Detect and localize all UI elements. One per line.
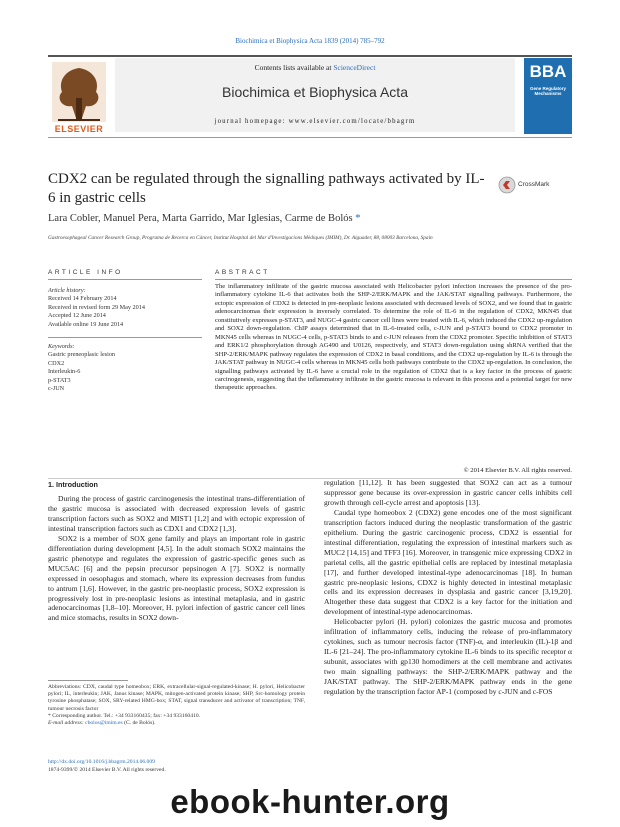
authors: Lara Cobler, Manuel Pera, Marta Garrido, Mar Iglesias, Carme de Bolós	[48, 213, 353, 224]
journal-homepage-link[interactable]: journal homepage: www.elsevier.com/locate/bbagrm	[214, 118, 416, 125]
body-column-left	[48, 494, 305, 623]
email-label: E-mail address:	[48, 720, 86, 727]
history-item: Accepted 12 June 2014	[48, 312, 106, 320]
paragraph: Caudal type homeobox 2 (CDX2) gene encodes one of the most significant transcription factors induced during the neoplastic transformation of the gastric epithelium. During the gastric carcinogenic process, CDX2 is essential for intestinal differentiation, regulating the expression of intestinal markers such as MUC2 [14,15] and TFF3 [16]. Moreover, in transgenic mice expressing CDX2 in parietal cells, all the gastric epithelial cells are replaced by intestinal metaplasia [17], and further developed intestinal-type adenocarcinomas [18]. In human gastric pre-neoplasic lesions, CDX2 is highly detected in intestinal metaplasic cells and its expression decreases in dysplasia and gastric cancer [3,19,20]. Altogether these data suggest that CDX2 is a key factor for the initiation and development of intestinal-type adenocarcinomas.	[324, 507, 572, 617]
doi-link[interactable]: http://dx.doi.org/10.1016/j.bbagrm.2014.06.009	[48, 759, 155, 765]
history-item: Received in revised form 29 May 2014	[48, 303, 145, 311]
history-label: Article history:	[48, 287, 86, 294]
copyright: © 2014 Elsevier B.V. All rights reserved.	[463, 467, 572, 474]
article-info-heading: ARTICLE INFO	[48, 269, 123, 276]
abstract-text: The inflammatory infiltrate of the gastric mucosa associated with Helicobacter pylori infection increases the presence of the pro-inflammatory cytokine IL-6 that activates both the SHP-2/ERK/MAPK and the JAK/STAT signalling pathways. Furthermore, the ectopic expression of CDX2 is detected in pre-neoplasic lesions associated with decreased levels of SOX2, and we found that in gastric adenocarcinomas their expression is inversely correlated. To determine the role of IL-6 in the regulation of CDX2, MKN45 that constitutively expresses p-STAT3, and NUGC-4 gastric cancer cell lines were treated with IL-6, which induced the CDX2 up-regulation and SOX2 down-regulation. ChIP assays determined that in IL-6-treated cells, c-JUN and p-STAT3 bound to CDX2 promoter in MKN45 cells whereas in NUGC-4 cells, p-STAT3 binds to and c-JUN releases from the CDX2 promoter. Specific inhibition of STAT3 and ERK1/2 phosphorylation through AG490 and U0126, respectively, and STAT3 down-regulation using shRNA verified that the SHP-2/ERK/MAPK pathway regulates the expression of CDX2 in basal conditions, and the CDX2 up-regulation by IL-6 is through the JAK/STAT pathway in NUGC-4 cells whereas in MKN45 cells both pathways contribute to the CDX2 up-regulation. In conclusion, the signalling pathways activated by IL-6 have a crucial role in the regulation of CDX2 that is a key factor in the process of gastric carcinogenesis, suggesting that the inflammatory infiltrate in the gastric mucosa is relevant in this process and a potential target for new therapeutic approaches.	[215, 283, 572, 392]
article-title: CDX2 can be regulated through the signalling pathways activated by IL-6 in gastric cells	[48, 171, 485, 206]
abbreviations: Abbreviations: CDX, caudal type homeobox; ERK, extracellular-signal-regulated-kinase; H. pylori, Helicobacter pylori; IL, interleukin; JAK, Janus kinase; MAPK, mitogen-activated protein kinase; SHP, Src-homology protein tyrosine phosphatase; SOX, SRY-related HMG-box; STAT, signal transducer and activator of transcription; TNF, tumour necrosis factor	[48, 684, 305, 712]
footnote-divider	[48, 680, 128, 681]
keyword: p-STAT3	[48, 376, 71, 384]
contents-line	[115, 63, 515, 72]
journal-name: Biochimica et Biophysica Acta	[222, 84, 408, 100]
keywords-label: Keywords:	[48, 343, 75, 350]
divider	[215, 279, 572, 280]
keyword: Gastric preneoplasic lesion	[48, 351, 116, 359]
journal-reference[interactable]: Biochimica et Biophysica Acta 1839 (2014) 785–792	[235, 37, 385, 45]
divider	[48, 279, 202, 280]
author-list	[48, 213, 360, 224]
doi-block	[48, 759, 305, 774]
cover-title: BBA	[529, 62, 567, 81]
paragraph: During the process of gastric carcinogenesis the intestinal trans-differentiation of the gastric mucosa is associated with decreased expression levels of gastric transcription factors such as SOX2 and MIST1 [1,2] and with ectopic expression of intestinal transcription factors such as CDX1 and CDX2 [1,3].	[48, 494, 305, 533]
keywords	[48, 343, 202, 393]
paragraph: SOX2 is a member of SOX gene family and plays an important role in gastric differentiation during development [4,5]. In the adult stomach SOX2 maintains the gastric phenotype and regulates the expression of gastric-specific genes such as MUC5AC [6] and the pepsin precursor pepsinogen A [7]. SOX2 is normally expressed in oesophagus and stomach, where its expression decreases from fundus to antrum [1,6]. However, in the gastric pre-neoplastic process, SOX2 expression is progressively lost in pre-neoplasic lesions as intestinal metaplasia, and in gastric adenocarcinomas [1,8–10]. Moreover, H. pylori infection of gastric cancer cell lines and mice stomachs, results in SOX2 down-	[48, 533, 305, 623]
article-history	[48, 287, 202, 329]
corresponding-author-mark[interactable]: *	[355, 213, 361, 224]
footnotes	[48, 684, 305, 727]
paragraph: Helicobacter pylori (H. pylori) colonizes the gastric mucosa and promotes infiltration of inflammatory cells, inducing the release of pro-inflammatory cytokines, such as tumour necrosis factor (TNF)-α, and interleukin (IL)-1β and IL-6 [21–24]. The pro-inflammatory cytokine IL-6 binds to its specific receptor α subunit, associates with gp130 homodimers at the cell membrane and activates two main signalling pathways: the SHP-2/ERK/MAPK pathway and the JAK/STAT pathway. The SHP-2/ERK/MAPK pathway ends in the gene regulation by the transcription factor AP-1 (composed by c-JUN and c-FOS	[324, 617, 572, 697]
email-link[interactable]: cbolos@imim.es	[85, 720, 123, 727]
issn: 1874-9399/© 2014 Elsevier B.V. All rights reserved.	[48, 766, 166, 773]
abstract-heading: ABSTRACT	[215, 269, 270, 276]
watermark: ebook-hunter.org	[170, 783, 450, 820]
email-line	[48, 720, 305, 727]
keyword: c-JUN	[48, 385, 65, 393]
body-column-right	[324, 478, 572, 697]
divider	[48, 337, 202, 338]
cover-subtitle: Gene Regulatory Mechanisms	[529, 86, 566, 96]
history-item: Available online 19 June 2014	[48, 320, 124, 328]
affiliation: Gastroesophageal Cancer Research Group, Programa de Recerca en Càncer, Institut Hospital del Mar d'Investigacions Mèdiques (IMIM), Dr. Aiguader, 88, 08003 Barcelona, Spain	[48, 235, 433, 241]
keyword: Interleukin-6	[48, 368, 81, 376]
elsevier-tree-logo	[48, 58, 110, 134]
crossmark-label[interactable]: CrossMark	[518, 181, 550, 188]
history-item: Received 14 February 2014	[48, 295, 117, 303]
corresponding-author: * Corresponding author. Tel.: +34 933160435; fax: +34 933160410.	[48, 712, 201, 719]
paragraph: regulation [11,12]. It has been suggested that SOX2 can act as a tumour suppressor gene because its over-expression in gastric cancer cells inhibits cell growth through cell-cycle arrest and apoptosis [13].	[324, 478, 572, 507]
email-suffix: (C. de Bolós).	[122, 720, 156, 727]
sciencedirect-link[interactable]: ScienceDirect	[333, 63, 376, 72]
elsevier-wordmark: ELSEVIER	[54, 124, 104, 134]
section-heading: 1. Introduction	[48, 480, 98, 489]
contents-prefix: Contents lists available at	[254, 63, 334, 72]
keyword: CDX2	[48, 359, 65, 367]
